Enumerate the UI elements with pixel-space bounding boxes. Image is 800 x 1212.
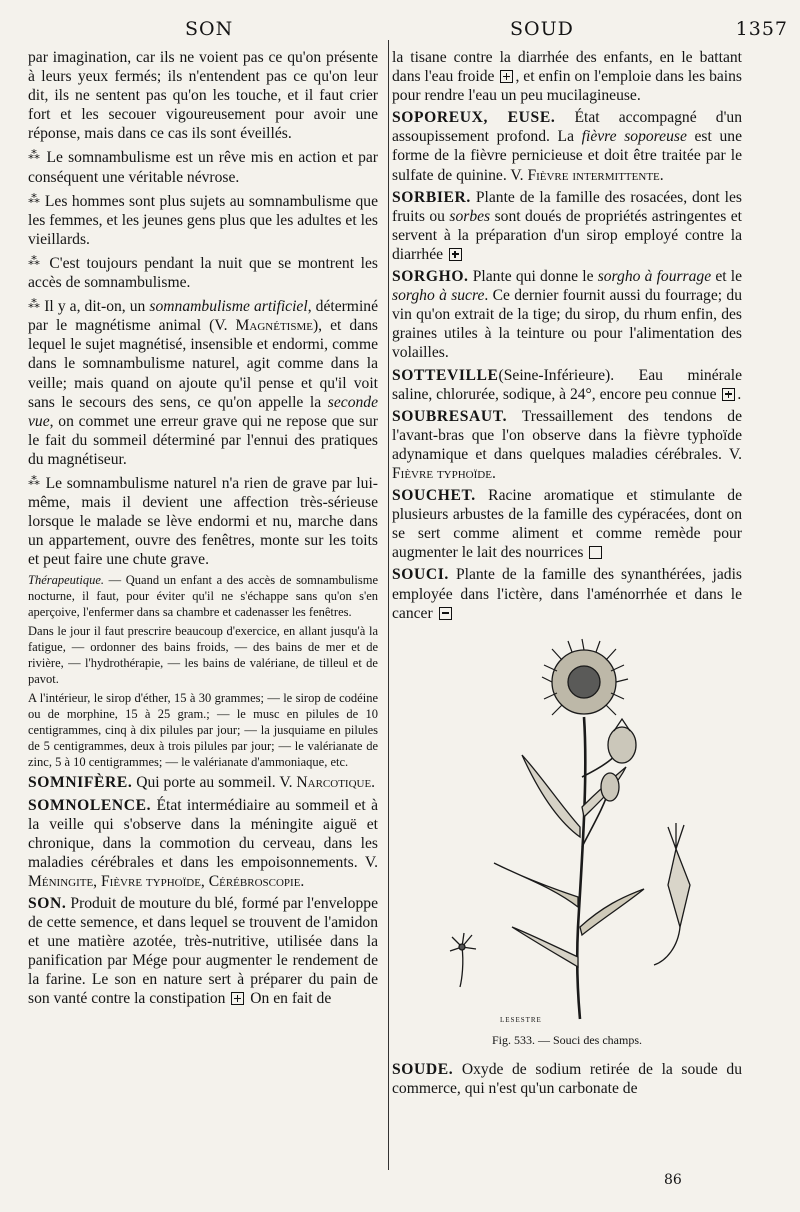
left-column [28, 48, 378, 1012]
header-right-word: SOUD [510, 18, 574, 40]
asterism-icon: ⁂ [28, 473, 41, 488]
engraver-signature: LESESTRE [500, 1015, 542, 1024]
cross-reference: Méningite, Fièvre typhoïde, Cérébroscopie. [28, 872, 305, 890]
intro-paragraph: par imagination, car ils ne voient pas ce qu'on présente à leurs yeux fermés; ils n'entendent pas ce qu'on leur dit, ils ne sentent pas qu'on les touche, et il faut crier fort et les secouer vigoureusement pour avoir une réponse, mais dans ce cas ils sont éveillés. [28, 49, 378, 143]
running-header [0, 18, 800, 44]
entry-headword: SOTTEVILLE [392, 366, 499, 384]
entry-headword: SOMNOLENCE. [28, 796, 152, 814]
entry-souchet: SOUCHET. Racine aromatique et stimulante de plusieurs arbustes de la famille des cypéracées, dont on se sert comme aliment et comme remède pour augmenter le lait des nourrices [392, 487, 742, 562]
column-rule [388, 40, 389, 1170]
entry-headword: SOPOREUX, EUSE. [392, 109, 556, 127]
header-left-word: SON [185, 18, 234, 40]
figure-souci [392, 627, 742, 1027]
asterism-icon: ⁂ [28, 253, 43, 268]
entry-sorgho: SORGHO. Plante qui donne le sorgho à fourrage et le sorgho à sucre. Ce dernier fournit aussi du fourrage; du vin qu'on extrait de la tige; du sirop, du rhum enfin, des graines utiles à la teinture ou pour l'alimentation des volailles. [392, 268, 743, 362]
entry-sotteville: SOTTEVILLE(Seine-Inférieure). Eau minérale saline, chlorurée, sodique, à 24°, encore peu connue . [392, 366, 742, 403]
cross-reference: Narcotique. [296, 774, 376, 792]
entry-headword: SOUCHET. [392, 487, 476, 505]
entry-headword: SORBIER. [392, 188, 471, 206]
entry-somnolence: SOMNOLENCE. État intermédiaire au sommeil et à la veille qui s'observe dans la méningite aiguë et chronique, dans la commotion du cerveau, dans les maladies cérébrales et dans les empoisonnements. V. Méningite, Fièvre typhoïde, Cérébroscopie. [28, 796, 378, 890]
note-paragraph: ⁂ Le somnambulisme est un rêve mis en action et par conséquent une véritable névrose. [28, 148, 379, 186]
plus-box-icon [722, 388, 735, 401]
cross-reference: Fièvre intermittente. [527, 166, 664, 184]
plus-box-icon [500, 70, 513, 83]
entry-headword: SOUDE. [392, 1060, 454, 1078]
cross-reference: Magnétisme [235, 317, 313, 335]
entry-headword: SOMNIFÈRE. [28, 774, 133, 792]
entry-headword: SORGHO. [392, 268, 469, 286]
figure-caption: Fig. 533. — Souci des champs. [492, 1032, 642, 1047]
asterism-icon: ⁂ [28, 148, 42, 163]
signature-mark: 86 [664, 1172, 682, 1188]
therapeutic-section: Thérapeutique. — Quand un enfant a des accès de somnambulisme nocturne, il faut, pour éviter qu'il ne s'échappe sans qu'on s'en aperçoive, l'enfermer dans sa chambre et cadenasser les fenêtres. Dans le jour il faut prescrire beaucoup d'exercice, en allant jusqu'à la fatigue, — ordonner des bains froids, — des bains de mer et de rivière, — l'hydrothérapie, — les bains de valériane, de tilleul et de pavot. A l'intérieur, le sirop d'éther, 15 à 30 grammes; — le sirop de codéine ou de morphine, 15 à 25 gram.; — le musc en pilules de 10 centigrammes, cinq à dix pilules par jour; — la jusquiame en pilules de 5 centigrammes, deux à trois pilules par jour; — le valérianate de zinc, 5 à 10 centigrammes; — le valérianate d'ammoniaque, etc. [28, 573, 379, 770]
entry-soporeux: SOPOREUX, EUSE. État accompagné d'un assoupissement profond. La fièvre soporeuse est une forme de la fièvre pernicieuse et doit être traitée par le sulfate de quinine. V. Fièvre intermittente. [392, 109, 742, 184]
entry-son-continued: la tisane contre la diarrhée des enfants, en le battant dans l'eau froide , et enfin on l'emploie dans les bains pour rendre l'eau un peu mucilagineuse. [392, 49, 742, 105]
empty-box-icon [589, 546, 602, 559]
entry-headword: SON. [28, 895, 67, 912]
right-column [392, 48, 742, 1101]
plus-box-icon [449, 248, 462, 261]
section-label: Thérapeutique. [28, 573, 105, 588]
note-paragraph: ⁂ Les hommes sont plus sujets au somnambulisme que les femmes, et les jeunes gens plus que les adultes et les vieillards. [28, 191, 379, 248]
note-paragraph: ⁂ Il y a, dit-on, un somnambulisme artificiel, déterminé par le magnétisme animal (V. Magnétisme), et dans lequel le sujet magnétisé, insensible et endormi, comme dans le somnambulisme naturel, agit comme dans la veille; mais quand on ajoute qu'il pense et qu'il voit sans le secours des sens, ce qu'on appelle la seconde vue, on commet une erreur grave qui ne repose que sur le fait du sommeil déterminé par l'ennui des pratiques du magnétiseur. [28, 297, 379, 468]
asterism-icon: ⁂ [28, 297, 41, 312]
entry-soude: SOUDE. Oxyde de sodium retirée de la soude du commerce, qui n'est qu'un carbonate de [392, 1060, 742, 1097]
cross-reference: Fièvre typhoïde. [392, 464, 496, 482]
entry-headword: SOUCI. [392, 566, 449, 584]
entry-soubresaut: SOUBRESAUT. Tressaillement des tendons de l'avant-bras que l'on observe dans la fièvre typhoïde adynamique et dans quelques maladies cérébrales. V. Fièvre typhoïde. [392, 407, 742, 482]
note-paragraph: ⁂ Le somnambulisme naturel n'a rien de grave par lui-même, mais il devient une affection très-sérieuse lorsque le malade se lève endormi et nu, marche dans un appartement, ouvre des fenêtres, monte sur les toits et peut faire une chute grave. [28, 473, 378, 569]
minus-box-icon [439, 607, 452, 620]
entry-souci: SOUCI. Plante de la famille des synanthérées, jadis employée dans l'ictère, dans l'aménorrhée et dans le cancer [392, 566, 742, 622]
note-paragraph: ⁂ C'est toujours pendant la nuit que se montrent les accès de somnambulisme. [28, 253, 378, 292]
marigold-engraving-icon [392, 627, 742, 1027]
plus-box-icon [231, 992, 244, 1005]
entry-headword: SOUBRESAUT. [392, 407, 508, 425]
entry-somnifere: SOMNIFÈRE. Qui porte au sommeil. V. Narcotique. [28, 774, 376, 792]
entry-son: SON. Produit de mouture du blé, formé par l'enveloppe de cette semence, et dans lequel se trouvent de l'amidon et une matière azotée, très-nutritive, utilisée dans la panification par Mége pour augmenter le rendement de la farine. Le son en nature sert à préparer du pain de son vanté contre la constipation On en fait de [28, 895, 378, 1008]
asterism-icon: ⁂ [28, 191, 41, 206]
page-number: 1357 [735, 18, 788, 40]
entry-sorbier: SORBIER. Plante de la famille des rosacées, dont les fruits ou sorbes sont doués de propriétés astringentes et servent à la préparation d'un sirop employé contre la diarrhée [392, 188, 742, 263]
